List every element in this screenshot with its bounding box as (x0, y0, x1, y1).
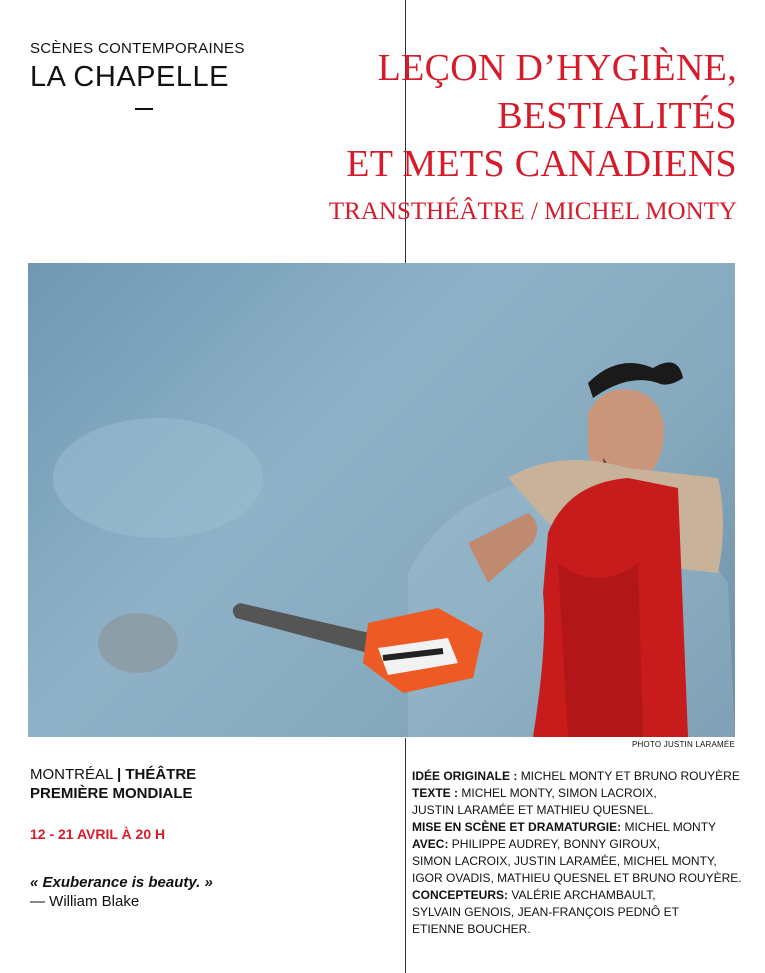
credit-concepteurs-label: CONCEPTEURS: (412, 888, 509, 902)
credit-concepteurs-value-1: VALÉRIE ARCHAMBAULT, (511, 888, 656, 902)
quote-author: — William Blake (30, 893, 140, 910)
credit-mise-value: MICHEL MONTY (624, 820, 717, 834)
credit-idee-label: IDÉE ORIGINALE : (412, 769, 518, 783)
premiere-label: PREMIÈRE MONDIALE (30, 785, 193, 802)
show-title-line-3: ET METS CANADIENS (346, 143, 737, 185)
event-venue: THÉÂTRE (125, 766, 197, 783)
event-city: MONTRÉAL (30, 766, 113, 783)
event-dates: 12 - 21 AVRIL À 20 H (30, 826, 166, 842)
credit-concepteurs-value-2: SYLVAIN GENOIS, JEAN-FRANÇOIS PEDNÔ ET (412, 905, 679, 919)
credit-avec-value-2: SIMON LACROIX, JUSTIN LARAMÉE, MICHEL MONTY, (412, 854, 717, 868)
show-title-line-2: BESTIALITÉS (497, 95, 737, 137)
credit-texte (412, 785, 752, 802)
credit-avec (412, 836, 752, 853)
event-info (30, 765, 380, 910)
performer-photo (28, 263, 735, 737)
credit-concepteurs-value-3: ETIENNE BOUCHER. (412, 922, 531, 936)
credit-avec-label: AVEC: (412, 837, 449, 851)
location-separator: | (116, 766, 122, 783)
credit-idee (412, 768, 752, 785)
quote-text: « Exuberance is beauty. » (30, 874, 213, 891)
credit-texte-value-1: MICHEL MONTY, SIMON LACROIX, (461, 786, 657, 800)
vertical-divider-bottom (405, 738, 406, 973)
company-name: TRANSTHÉÂTRE / MICHEL MONTY (328, 198, 737, 225)
venue-logo (30, 40, 270, 110)
credit-texte-label: TEXTE : (412, 786, 459, 800)
credit-mise (412, 819, 752, 836)
credit-avec-value-1: PHILIPPE AUDREY, BONNY GIROUX, (451, 837, 661, 851)
credit-idee-value: MICHEL MONTY ET BRUNO ROUYÈRE (520, 769, 740, 783)
credits-block (412, 768, 752, 938)
performer-photo-illustration (28, 263, 735, 737)
show-title-line-1: LEÇON D’HYGIÈNE, (377, 47, 737, 89)
credit-texte-value-2: JUSTIN LARAMÉE ET MATHIEU QUESNEL. (412, 803, 654, 817)
venue-name: LA CHAPELLE (30, 61, 229, 93)
credit-concepteurs (412, 887, 752, 904)
show-title-block (329, 44, 737, 230)
event-location (30, 765, 380, 784)
photo-credit: PHOTO JUSTIN LARAMÉE (632, 740, 735, 749)
credit-avec-value-3: IGOR OVADIS, MATHIEU QUESNEL ET BRUNO ROUYÈRE. (412, 871, 742, 885)
venue-subtitle: SCÈNES CONTEMPORAINES (30, 40, 245, 57)
venue-dash (135, 108, 153, 110)
credit-mise-label: MISE EN SCÈNE ET DRAMATURGIE: (412, 820, 622, 834)
